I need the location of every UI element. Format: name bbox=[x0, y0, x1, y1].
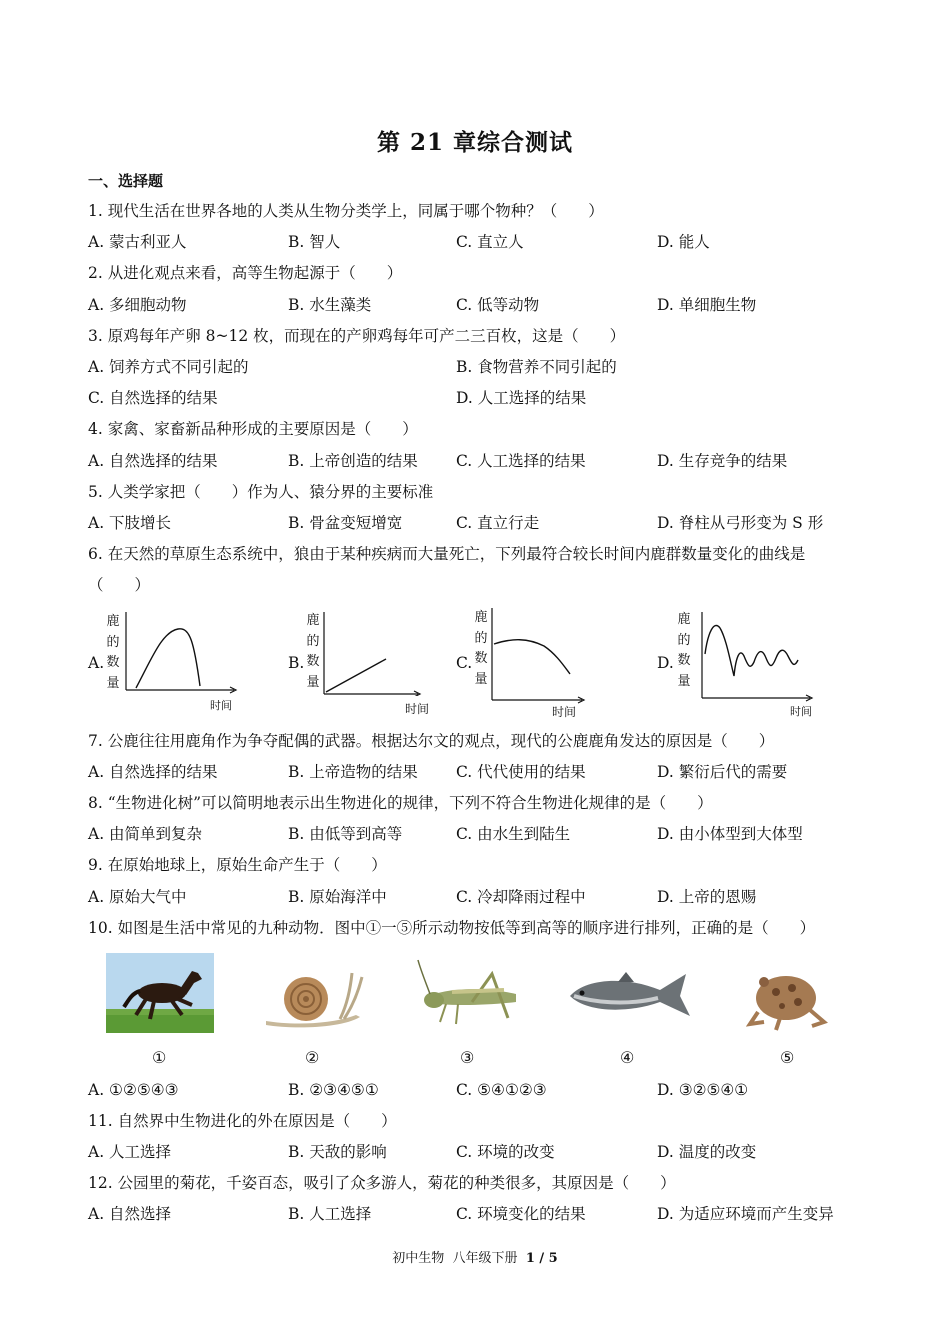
graph-c-xlabel: 时间 bbox=[552, 705, 577, 719]
q3-option-d: D. 人工选择的结果 bbox=[456, 389, 587, 407]
question-11: 11. 自然界中生物进化的外在原因是（ ） bbox=[88, 1112, 397, 1130]
snail-icon bbox=[260, 963, 364, 1029]
horse-icon bbox=[106, 953, 214, 1033]
fish-icon bbox=[566, 966, 694, 1022]
q5-option-b: B. 骨盆变短增宽 bbox=[288, 514, 403, 532]
q3-option-c: C. 自然选择的结果 bbox=[88, 389, 218, 407]
q8-option-a: A. 由简单到复杂 bbox=[88, 825, 203, 843]
q1-option-c: C. 直立人 bbox=[456, 233, 524, 251]
question-5: 5. 人类学家把（ ）作为人、猿分界的主要标准 bbox=[88, 483, 434, 501]
q3-option-b: B. 食物营养不同引起的 bbox=[456, 358, 617, 376]
q6-option-c: C. bbox=[456, 654, 473, 672]
q9-option-a: A. 原始大气中 bbox=[88, 888, 187, 906]
question-12: 12. 公园里的菊花，千姿百态，吸引了众多游人，菊花的种类很多，其原因是（ ） bbox=[88, 1174, 676, 1192]
page-title: 第 21 章综合测试 bbox=[376, 129, 574, 156]
q9-option-b: B. 原始海洋中 bbox=[288, 888, 387, 906]
question-9: 9. 在原始地球上，原始生命产生于（ ） bbox=[88, 856, 387, 874]
animal-label-3: ③ bbox=[460, 1048, 475, 1067]
animal-label-4: ④ bbox=[620, 1048, 635, 1067]
q2-option-d: D. 单细胞生物 bbox=[657, 296, 757, 314]
q8-option-b: B. 由低等到高等 bbox=[288, 825, 403, 843]
question-4: 4. 家禽、家畜新品种形成的主要原因是（ ） bbox=[88, 420, 418, 438]
q7-option-d: D. 繁衍后代的需要 bbox=[657, 763, 788, 781]
q6-option-d: D. bbox=[657, 654, 674, 672]
question-10: 10. 如图是生活中常见的九种动物．图中①一⑤所示动物按低等到高等的顺序进行排列，正确的是（ ） bbox=[88, 919, 816, 937]
q10-option-c: C. ⑤④①②③ bbox=[456, 1081, 547, 1099]
graph-a-ylabel: 鹿 的 数 量 bbox=[106, 614, 120, 691]
page-footer bbox=[0, 1247, 950, 1266]
graph-a-curve bbox=[122, 612, 242, 694]
q6-option-a: A. bbox=[88, 654, 105, 672]
footer-grade: 八年级下册 bbox=[452, 1251, 518, 1266]
section-heading: 一、选择题 bbox=[88, 172, 164, 190]
graph-d-ylabel: 鹿 的 数 量 bbox=[677, 612, 691, 689]
q10-option-b: B. ②③④⑤① bbox=[288, 1081, 379, 1099]
animal-label-1: ① bbox=[152, 1048, 167, 1067]
q5-option-a: A. 下肢增长 bbox=[88, 514, 172, 532]
q4-option-a: A. 自然选择的结果 bbox=[88, 452, 218, 470]
q1-option-b: B. 智人 bbox=[288, 233, 341, 251]
q7-option-a: A. 自然选择的结果 bbox=[88, 763, 218, 781]
q7-option-c: C. 代代使用的结果 bbox=[456, 763, 586, 781]
grasshopper-icon bbox=[412, 958, 526, 1030]
question-1: 1. 现代生活在世界各地的人类从生物分类学上，同属于哪个物种？（ ） bbox=[88, 202, 604, 220]
question-6: 6. 在天然的草原生态系统中，狼由于某种疾病而大量死亡，下列最符合较长时间内鹿群数量变化的曲线是 bbox=[88, 545, 806, 563]
q12-option-d: D. 为适应环境而产生变异 bbox=[657, 1205, 834, 1223]
animal-label-5: ⑤ bbox=[780, 1048, 795, 1067]
q5-option-d: D. 脊柱从弓形变为 S 形 bbox=[657, 514, 824, 532]
animal-label-2: ② bbox=[305, 1048, 320, 1067]
q9-option-c: C. 冷却降雨过程中 bbox=[456, 888, 586, 906]
q5-option-c: C. 直立行走 bbox=[456, 514, 540, 532]
q4-option-d: D. 生存竞争的结果 bbox=[657, 452, 788, 470]
q1-option-a: A. 蒙古利亚人 bbox=[88, 233, 187, 251]
graph-b-xlabel: 时间 bbox=[405, 702, 430, 716]
q4-option-c: C. 人工选择的结果 bbox=[456, 452, 586, 470]
q4-option-b: B. 上帝创造的结果 bbox=[288, 452, 418, 470]
q2-option-c: C. 低等动物 bbox=[456, 296, 540, 314]
q6-option-b: B. bbox=[288, 654, 305, 672]
q8-option-c: C. 由水生到陆生 bbox=[456, 825, 571, 843]
graph-d-xlabel: 时间 bbox=[790, 705, 812, 718]
footer-page: 1 / 5 bbox=[525, 1251, 558, 1266]
q11-option-c: C. 环境的改变 bbox=[456, 1143, 555, 1161]
q12-option-b: B. 人工选择 bbox=[288, 1205, 372, 1223]
q12-option-a: A. 自然选择 bbox=[88, 1205, 172, 1223]
graph-d-curve bbox=[698, 612, 818, 702]
graph-c-curve bbox=[488, 608, 588, 704]
q10-option-d: D. ③②⑤④① bbox=[657, 1081, 749, 1099]
graph-b-line bbox=[320, 612, 424, 696]
q2-option-a: A. 多细胞动物 bbox=[88, 296, 187, 314]
q2-option-b: B. 水生藻类 bbox=[288, 296, 372, 314]
q11-option-d: D. 温度的改变 bbox=[657, 1143, 757, 1161]
q9-option-d: D. 上帝的恩赐 bbox=[657, 888, 757, 906]
q12-option-c: C. 环境变化的结果 bbox=[456, 1205, 586, 1223]
question-6-bracket: （ ） bbox=[88, 576, 151, 594]
q11-option-b: B. 天敌的影响 bbox=[288, 1143, 387, 1161]
q8-option-d: D. 由小体型到大体型 bbox=[657, 825, 803, 843]
graph-c-ylabel: 鹿 的 数 量 bbox=[474, 610, 488, 687]
frog-icon bbox=[746, 960, 830, 1032]
q11-option-a: A. 人工选择 bbox=[88, 1143, 172, 1161]
question-3: 3. 原鸡每年产卵 8~12 枚，而现在的产卵鸡每年可产二三百枚，这是（ ） bbox=[88, 327, 626, 345]
q3-option-a: A. 饲养方式不同引起的 bbox=[88, 358, 249, 376]
question-2: 2. 从进化观点来看，高等生物起源于（ ） bbox=[88, 264, 403, 282]
q1-option-d: D. 能人 bbox=[657, 233, 710, 251]
question-8: 8. “生物进化树”可以简明地表示出生物进化的规律，下列不符合生物进化规律的是（ ） bbox=[88, 794, 713, 812]
question-7: 7. 公鹿往往用鹿角作为争夺配偶的武器。根据达尔文的观点，现代的公鹿鹿角发达的原因是（ ） bbox=[88, 732, 775, 750]
q7-option-b: B. 上帝造物的结果 bbox=[288, 763, 418, 781]
q10-option-a: A. ①②⑤④③ bbox=[88, 1081, 179, 1099]
graph-a-xlabel: 时间 bbox=[210, 699, 232, 712]
footer-course: 初中生物 bbox=[392, 1251, 445, 1266]
graph-b-ylabel: 鹿 的 数 量 bbox=[306, 613, 320, 690]
